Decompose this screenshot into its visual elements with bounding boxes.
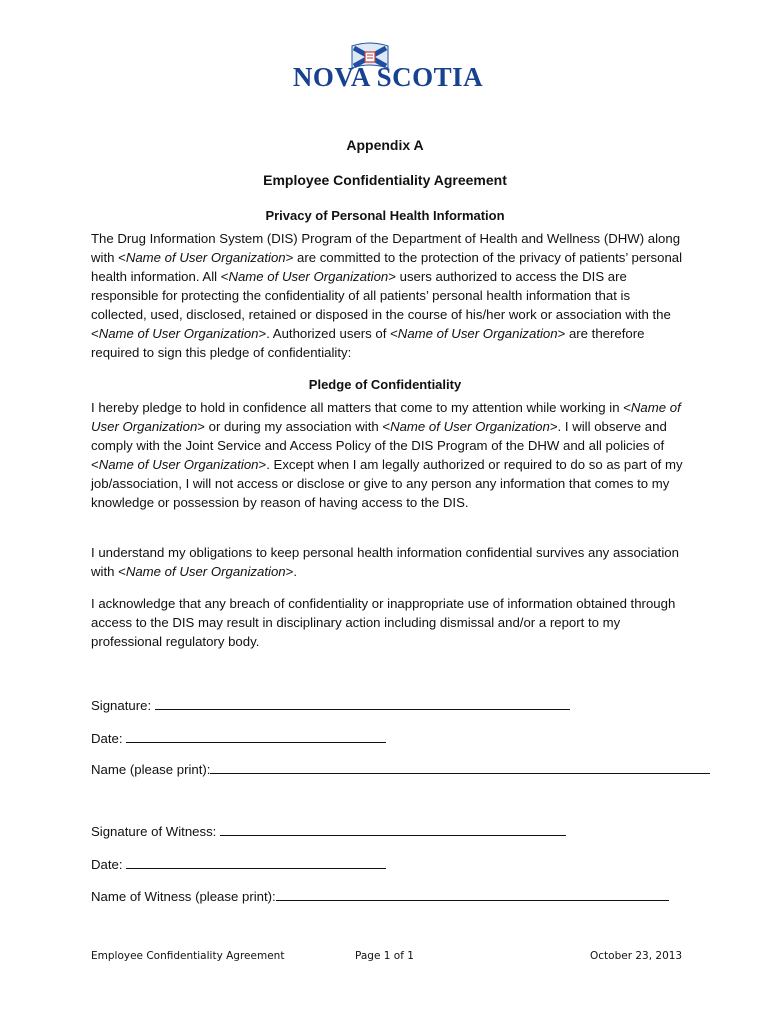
org-placeholder: Name of User Organization xyxy=(125,250,286,265)
logo-text: NOVA SCOTIA xyxy=(292,62,484,92)
obligations-text-1: I understand my obligations to keep personal health information confidential survives any association with < xyxy=(91,545,679,579)
org-placeholder: Name of User Organization xyxy=(390,419,550,434)
privacy-heading: Privacy of Personal Health Information xyxy=(265,208,505,223)
witness-signature-field[interactable] xyxy=(91,823,566,839)
name-label: Name (please print): xyxy=(91,762,211,777)
witness-date-field[interactable] xyxy=(91,856,386,872)
name-field[interactable] xyxy=(91,761,710,777)
pledge-text-4: >. Except when I am legally authorized or required to do so as part of my job/association, I will not access or disclose or give to any person any information that comes to my knowledge or possession by reason of having access to the DIS. xyxy=(91,457,683,510)
witness-date-line[interactable] xyxy=(126,856,386,869)
name-line[interactable] xyxy=(210,761,710,774)
org-placeholder: Name of User Organization xyxy=(91,400,681,434)
intro-text-5: > are therefore required to sign this pledge of confidentiality: xyxy=(91,326,645,360)
pledge-text-2: > or during my association with < xyxy=(197,419,391,434)
org-placeholder: Name of User Organization xyxy=(397,326,558,341)
intro-text-3: > users authorized to access the DIS are responsible for protecting the confidentiality of all patients’ personal health information that is collected, used, disclosed, retained or disposed in the course of his/her work or association with the < xyxy=(91,269,671,341)
witness-name-line[interactable] xyxy=(276,888,669,901)
org-placeholder: Name of User Organization xyxy=(228,269,389,284)
pledge-heading: Pledge of Confidentiality xyxy=(308,377,462,392)
footer-date: October 23, 2013 xyxy=(590,950,683,962)
agreement-title: Employee Confidentiality Agreement xyxy=(263,172,507,188)
intro-paragraph xyxy=(91,229,687,362)
witness-name-field[interactable] xyxy=(91,888,669,904)
nova-scotia-logo xyxy=(288,40,488,98)
pledge-text-1: I hereby pledge to hold in confidence all matters that come to my attention while working in < xyxy=(91,400,631,415)
intro-text-1: The Drug Information System (DIS) Program of the Department of Health and Wellness (DHW) along with < xyxy=(91,231,681,265)
org-placeholder: Name of User Organization xyxy=(125,564,286,579)
org-placeholder: Name of User Organization xyxy=(98,457,259,472)
date-label: Date: xyxy=(91,731,127,746)
obligations-text-2: >. xyxy=(285,564,297,579)
date-line[interactable] xyxy=(126,730,386,743)
obligations-paragraph xyxy=(91,543,687,581)
signature-line[interactable] xyxy=(155,697,570,710)
pledge-text-3: >. I will observe and comply with the Joint Service and Access Policy of the DIS Program of the DHW and all policies of < xyxy=(91,419,667,472)
appendix-title: Appendix A xyxy=(346,137,424,153)
footer-page-number: Page 1 of 1 xyxy=(355,950,414,962)
date-field[interactable] xyxy=(91,730,386,746)
signature-field[interactable] xyxy=(91,697,570,713)
acknowledge-paragraph: I acknowledge that any breach of confidentiality or inappropriate use of information obtained through access to the DIS may result in disciplinary action including dismissal and/or a report to my professional regulatory body. xyxy=(91,596,676,649)
org-placeholder: Name of User Organization xyxy=(98,326,259,341)
witness-signature-label: Signature of Witness: xyxy=(91,824,221,839)
intro-text-2: > are committed to the protection of the privacy of patients’ personal health information. All < xyxy=(91,250,683,284)
signature-label: Signature: xyxy=(91,698,155,713)
witness-name-label: Name of Witness (please print): xyxy=(91,889,276,904)
witness-signature-line[interactable] xyxy=(220,823,566,836)
intro-text-4: >. Authorized users of < xyxy=(258,326,398,341)
footer-title: Employee Confidentiality Agreement xyxy=(91,950,285,962)
witness-date-label: Date: xyxy=(91,857,127,872)
pledge-paragraph xyxy=(91,398,687,512)
